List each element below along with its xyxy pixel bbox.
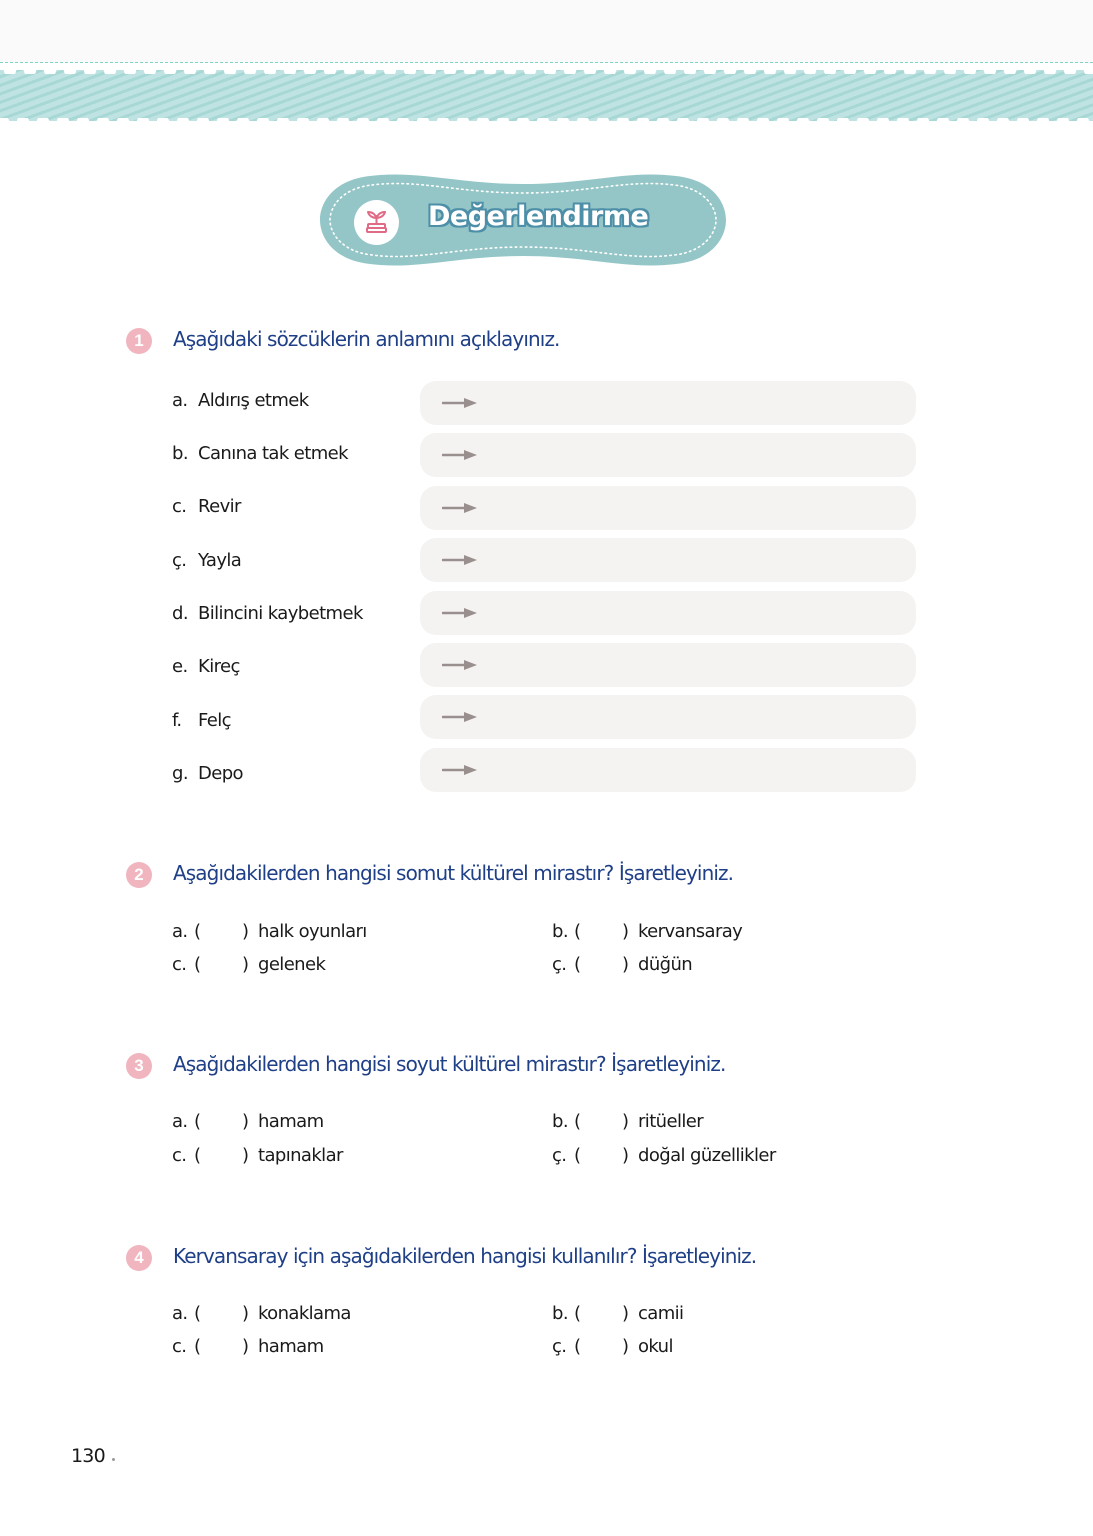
option-item — [172, 1145, 343, 1166]
option-text: doğal güzellikler — [638, 1145, 776, 1166]
option-paren-open: ( — [194, 954, 201, 975]
section-banner — [318, 168, 728, 272]
option-text: halk oyunları — [258, 921, 367, 942]
option-paren-close: ) — [242, 954, 249, 975]
term-letter: a. — [172, 390, 188, 411]
term-letter: f. — [172, 710, 182, 731]
option-checkbox[interactable] — [574, 1111, 622, 1132]
term-text: Revir — [198, 496, 241, 517]
option-item — [552, 1303, 683, 1324]
sprout-on-books-icon — [364, 209, 389, 235]
option-paren-open: ( — [194, 1336, 201, 1357]
option-text: tapınaklar — [258, 1145, 343, 1166]
option-item — [172, 921, 367, 942]
option-letter: ç. — [552, 954, 567, 975]
page-top-margin — [0, 0, 1093, 62]
answer-input[interactable] — [490, 387, 900, 419]
term-letter: d. — [172, 603, 188, 624]
option-letter: c. — [172, 1145, 187, 1166]
option-letter: c. — [172, 954, 187, 975]
term-item — [172, 710, 231, 731]
option-paren-open: ( — [194, 921, 201, 942]
option-paren-open: ( — [194, 1303, 201, 1324]
banner-title: Değerlendirme — [428, 201, 649, 232]
option-paren-open: ( — [574, 1336, 581, 1357]
option-checkbox[interactable] — [574, 1145, 622, 1166]
option-letter: b. — [552, 1303, 568, 1324]
question-title: Aşağıdakilerden hangisi somut kültürel mirastır? İşaretleyiniz. — [173, 861, 734, 885]
term-letter: ç. — [172, 550, 187, 571]
option-paren-close: ) — [622, 1111, 629, 1132]
answer-field[interactable] — [420, 643, 916, 687]
option-paren-close: ) — [242, 1111, 249, 1132]
option-checkbox[interactable] — [194, 954, 242, 975]
option-letter: c. — [172, 1336, 187, 1357]
option-paren-open: ( — [574, 921, 581, 942]
answer-input[interactable] — [490, 649, 900, 681]
option-item — [172, 1303, 351, 1324]
option-letter: a. — [172, 1111, 188, 1132]
option-checkbox[interactable] — [574, 921, 622, 942]
option-checkbox[interactable] — [194, 1111, 242, 1132]
band-scalloped-edge-top — [0, 70, 1093, 74]
term-letter: c. — [172, 496, 187, 517]
term-letter: e. — [172, 656, 188, 677]
term-text: Bilincini kaybetmek — [198, 603, 363, 624]
option-checkbox[interactable] — [194, 1145, 242, 1166]
option-letter: a. — [172, 921, 188, 942]
option-text: okul — [638, 1336, 673, 1357]
option-paren-open: ( — [574, 954, 581, 975]
option-paren-close: ) — [622, 1145, 629, 1166]
arrow-right-icon — [442, 397, 478, 409]
term-text: Felç — [198, 710, 231, 731]
arrow-right-icon — [442, 449, 478, 461]
option-text: ritüeller — [638, 1111, 704, 1132]
option-paren-close: ) — [622, 1336, 629, 1357]
arrow-right-icon — [442, 502, 478, 514]
option-checkbox[interactable] — [574, 1336, 622, 1357]
question-title: Aşağıdakilerden hangisi soyut kültürel mirastır? İşaretleyiniz. — [173, 1052, 726, 1076]
option-text: kervansaray — [638, 921, 743, 942]
arrow-right-icon — [442, 711, 478, 723]
term-text: Depo — [198, 763, 243, 784]
answer-field[interactable] — [420, 748, 916, 792]
term-text: Kireç — [198, 656, 240, 677]
answer-input[interactable] — [490, 754, 900, 786]
answer-input[interactable] — [490, 492, 900, 524]
term-item — [172, 390, 309, 411]
option-letter: ç. — [552, 1336, 567, 1357]
arrow-right-icon — [442, 764, 478, 776]
term-letter: b. — [172, 443, 188, 464]
header-striped-band — [0, 70, 1093, 121]
option-item — [552, 1111, 703, 1132]
option-paren-close: ) — [622, 1303, 629, 1324]
term-item — [172, 443, 348, 464]
answer-input[interactable] — [490, 701, 900, 733]
option-item — [172, 1336, 324, 1357]
answer-field[interactable] — [420, 381, 916, 425]
arrow-right-icon — [442, 554, 478, 566]
option-checkbox[interactable] — [574, 954, 622, 975]
band-scalloped-edge-bottom — [0, 118, 1093, 122]
option-checkbox[interactable] — [194, 1336, 242, 1357]
option-paren-close: ) — [242, 921, 249, 942]
answer-input[interactable] — [490, 597, 900, 629]
term-text: Aldırış etmek — [198, 390, 309, 411]
answer-field[interactable] — [420, 433, 916, 477]
option-paren-close: ) — [622, 921, 629, 942]
option-paren-open: ( — [574, 1111, 581, 1132]
option-text: düğün — [638, 954, 693, 975]
question-title: Kervansaray için aşağıdakilerden hangisi kullanılır? İşaretleyiniz. — [173, 1244, 757, 1268]
question-number-badge: 1 — [126, 328, 152, 354]
question-number-badge: 2 — [126, 862, 152, 888]
option-letter: b. — [552, 921, 568, 942]
answer-input[interactable] — [490, 544, 900, 576]
option-letter: a. — [172, 1303, 188, 1324]
term-letter: g. — [172, 763, 188, 784]
option-item — [552, 921, 742, 942]
option-letter: ç. — [552, 1145, 567, 1166]
option-item — [172, 954, 325, 975]
option-item — [552, 954, 692, 975]
question-number-badge: 3 — [126, 1053, 152, 1079]
option-paren-open: ( — [194, 1111, 201, 1132]
option-item — [552, 1336, 673, 1357]
option-text: konaklama — [258, 1303, 351, 1324]
term-item — [172, 763, 243, 784]
answer-input[interactable] — [490, 439, 900, 471]
option-paren-close: ) — [622, 954, 629, 975]
term-item — [172, 656, 240, 677]
option-paren-close: ) — [242, 1303, 249, 1324]
header-dotted-line — [0, 62, 1093, 63]
option-letter: b. — [552, 1111, 568, 1132]
question-title: Aşağıdaki sözcüklerin anlamını açıklayınız. — [173, 327, 560, 351]
arrow-right-icon — [442, 659, 478, 671]
answer-field[interactable] — [420, 695, 916, 739]
term-text: Canına tak etmek — [198, 443, 348, 464]
page-number-dot — [112, 1458, 115, 1461]
option-text: hamam — [258, 1336, 324, 1357]
answer-field[interactable] — [420, 591, 916, 635]
option-paren-open: ( — [574, 1145, 581, 1166]
option-text: camii — [638, 1303, 684, 1324]
option-text: hamam — [258, 1111, 324, 1132]
option-paren-close: ) — [242, 1336, 249, 1357]
question-number-badge: 4 — [126, 1245, 152, 1271]
option-item — [552, 1145, 776, 1166]
option-checkbox[interactable] — [194, 1303, 242, 1324]
term-item — [172, 496, 241, 517]
banner-icon-badge — [354, 200, 399, 245]
option-checkbox[interactable] — [574, 1303, 622, 1324]
term-item — [172, 603, 363, 624]
answer-field[interactable] — [420, 538, 916, 582]
answer-field[interactable] — [420, 486, 916, 530]
option-paren-open: ( — [194, 1145, 201, 1166]
option-item — [172, 1111, 324, 1132]
arrow-right-icon — [442, 607, 478, 619]
term-text: Yayla — [198, 550, 242, 571]
page-number: 130 — [71, 1445, 105, 1467]
option-text: gelenek — [258, 954, 326, 975]
term-item — [172, 550, 241, 571]
option-checkbox[interactable] — [194, 921, 242, 942]
option-paren-close: ) — [242, 1145, 249, 1166]
option-paren-open: ( — [574, 1303, 581, 1324]
